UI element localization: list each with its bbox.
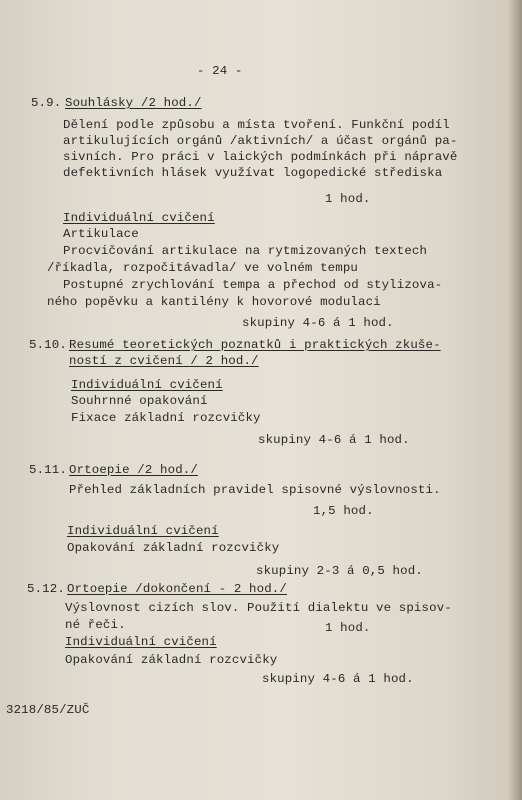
body-line: né řeči.: [65, 618, 126, 632]
groups-note: skupiny 4-6 á 1 hod.: [242, 316, 394, 330]
section-title: Ortoepie /dokončení - 2 hod./: [67, 582, 287, 596]
hours-note: 1 hod.: [325, 621, 371, 635]
body-line: Fixace základní rozcvičky: [71, 411, 261, 425]
exercise-heading: Individuální cvičení: [67, 524, 219, 538]
body-line: Přehled základních pravidel spisovné výslovnosti.: [69, 483, 441, 497]
exercise-heading: Individuální cvičení: [65, 635, 217, 649]
body-line: defektivních hlásek využívat logopedické střediska: [63, 166, 443, 180]
body-line: /říkadla, rozpočitávadla/ ve volném tempu: [47, 261, 359, 275]
document-reference: 3218/85/ZUČ: [6, 703, 90, 717]
page-number: - 24 -: [197, 64, 243, 78]
body-line: Postupné zrychlování tempa a přechod od stylizova-: [63, 278, 443, 292]
section-title: Resumé teoretických poznatků i praktických zkuše-: [69, 338, 441, 352]
section-title: ností z cvičení / 2 hod./: [69, 354, 259, 368]
body-line: sivních. Pro práci v laických podmínkách při nápravě: [63, 150, 458, 164]
section-title: Ortoepie /2 hod./: [69, 463, 198, 477]
body-line: Dělení podle způsobu a místa tvoření. Funkční podíl: [63, 118, 450, 132]
section-title: Souhlásky /2 hod./: [65, 96, 202, 110]
section-number: 5.11.: [29, 463, 67, 477]
body-line: Opakování základní rozcvičky: [65, 653, 278, 667]
groups-note: skupiny 4-6 á 1 hod.: [262, 672, 414, 686]
exercise-heading: Individuální cvičení: [71, 378, 223, 392]
hours-note: 1 hod.: [325, 192, 371, 206]
body-line: Výslovnost cizích slov. Použití dialektu ve spisov-: [65, 601, 452, 615]
body-line: Souhrnné opakování: [71, 394, 208, 408]
body-line: Artikulace: [63, 227, 139, 241]
section-number: 5.10.: [29, 338, 67, 352]
body-line: Opakování základní rozcvičky: [67, 541, 280, 555]
groups-note: skupiny 4-6 á 1 hod.: [258, 433, 410, 447]
page-edge-shadow: [508, 0, 522, 800]
groups-note: skupiny 2-3 á 0,5 hod.: [256, 564, 423, 578]
section-number: 5.9.: [31, 96, 62, 110]
body-line: ného popěvku a kantilény k hovorové modulaci: [47, 295, 381, 309]
body-line: artikulujících orgánů /aktivních/ a účast orgánů pa-: [63, 134, 458, 148]
hours-note: 1,5 hod.: [313, 504, 374, 518]
section-number: 5.12.: [27, 582, 65, 596]
exercise-heading: Individuální cvičení: [63, 211, 215, 225]
body-line: Procvičování artikulace na rytmizovaných textech: [63, 244, 428, 258]
